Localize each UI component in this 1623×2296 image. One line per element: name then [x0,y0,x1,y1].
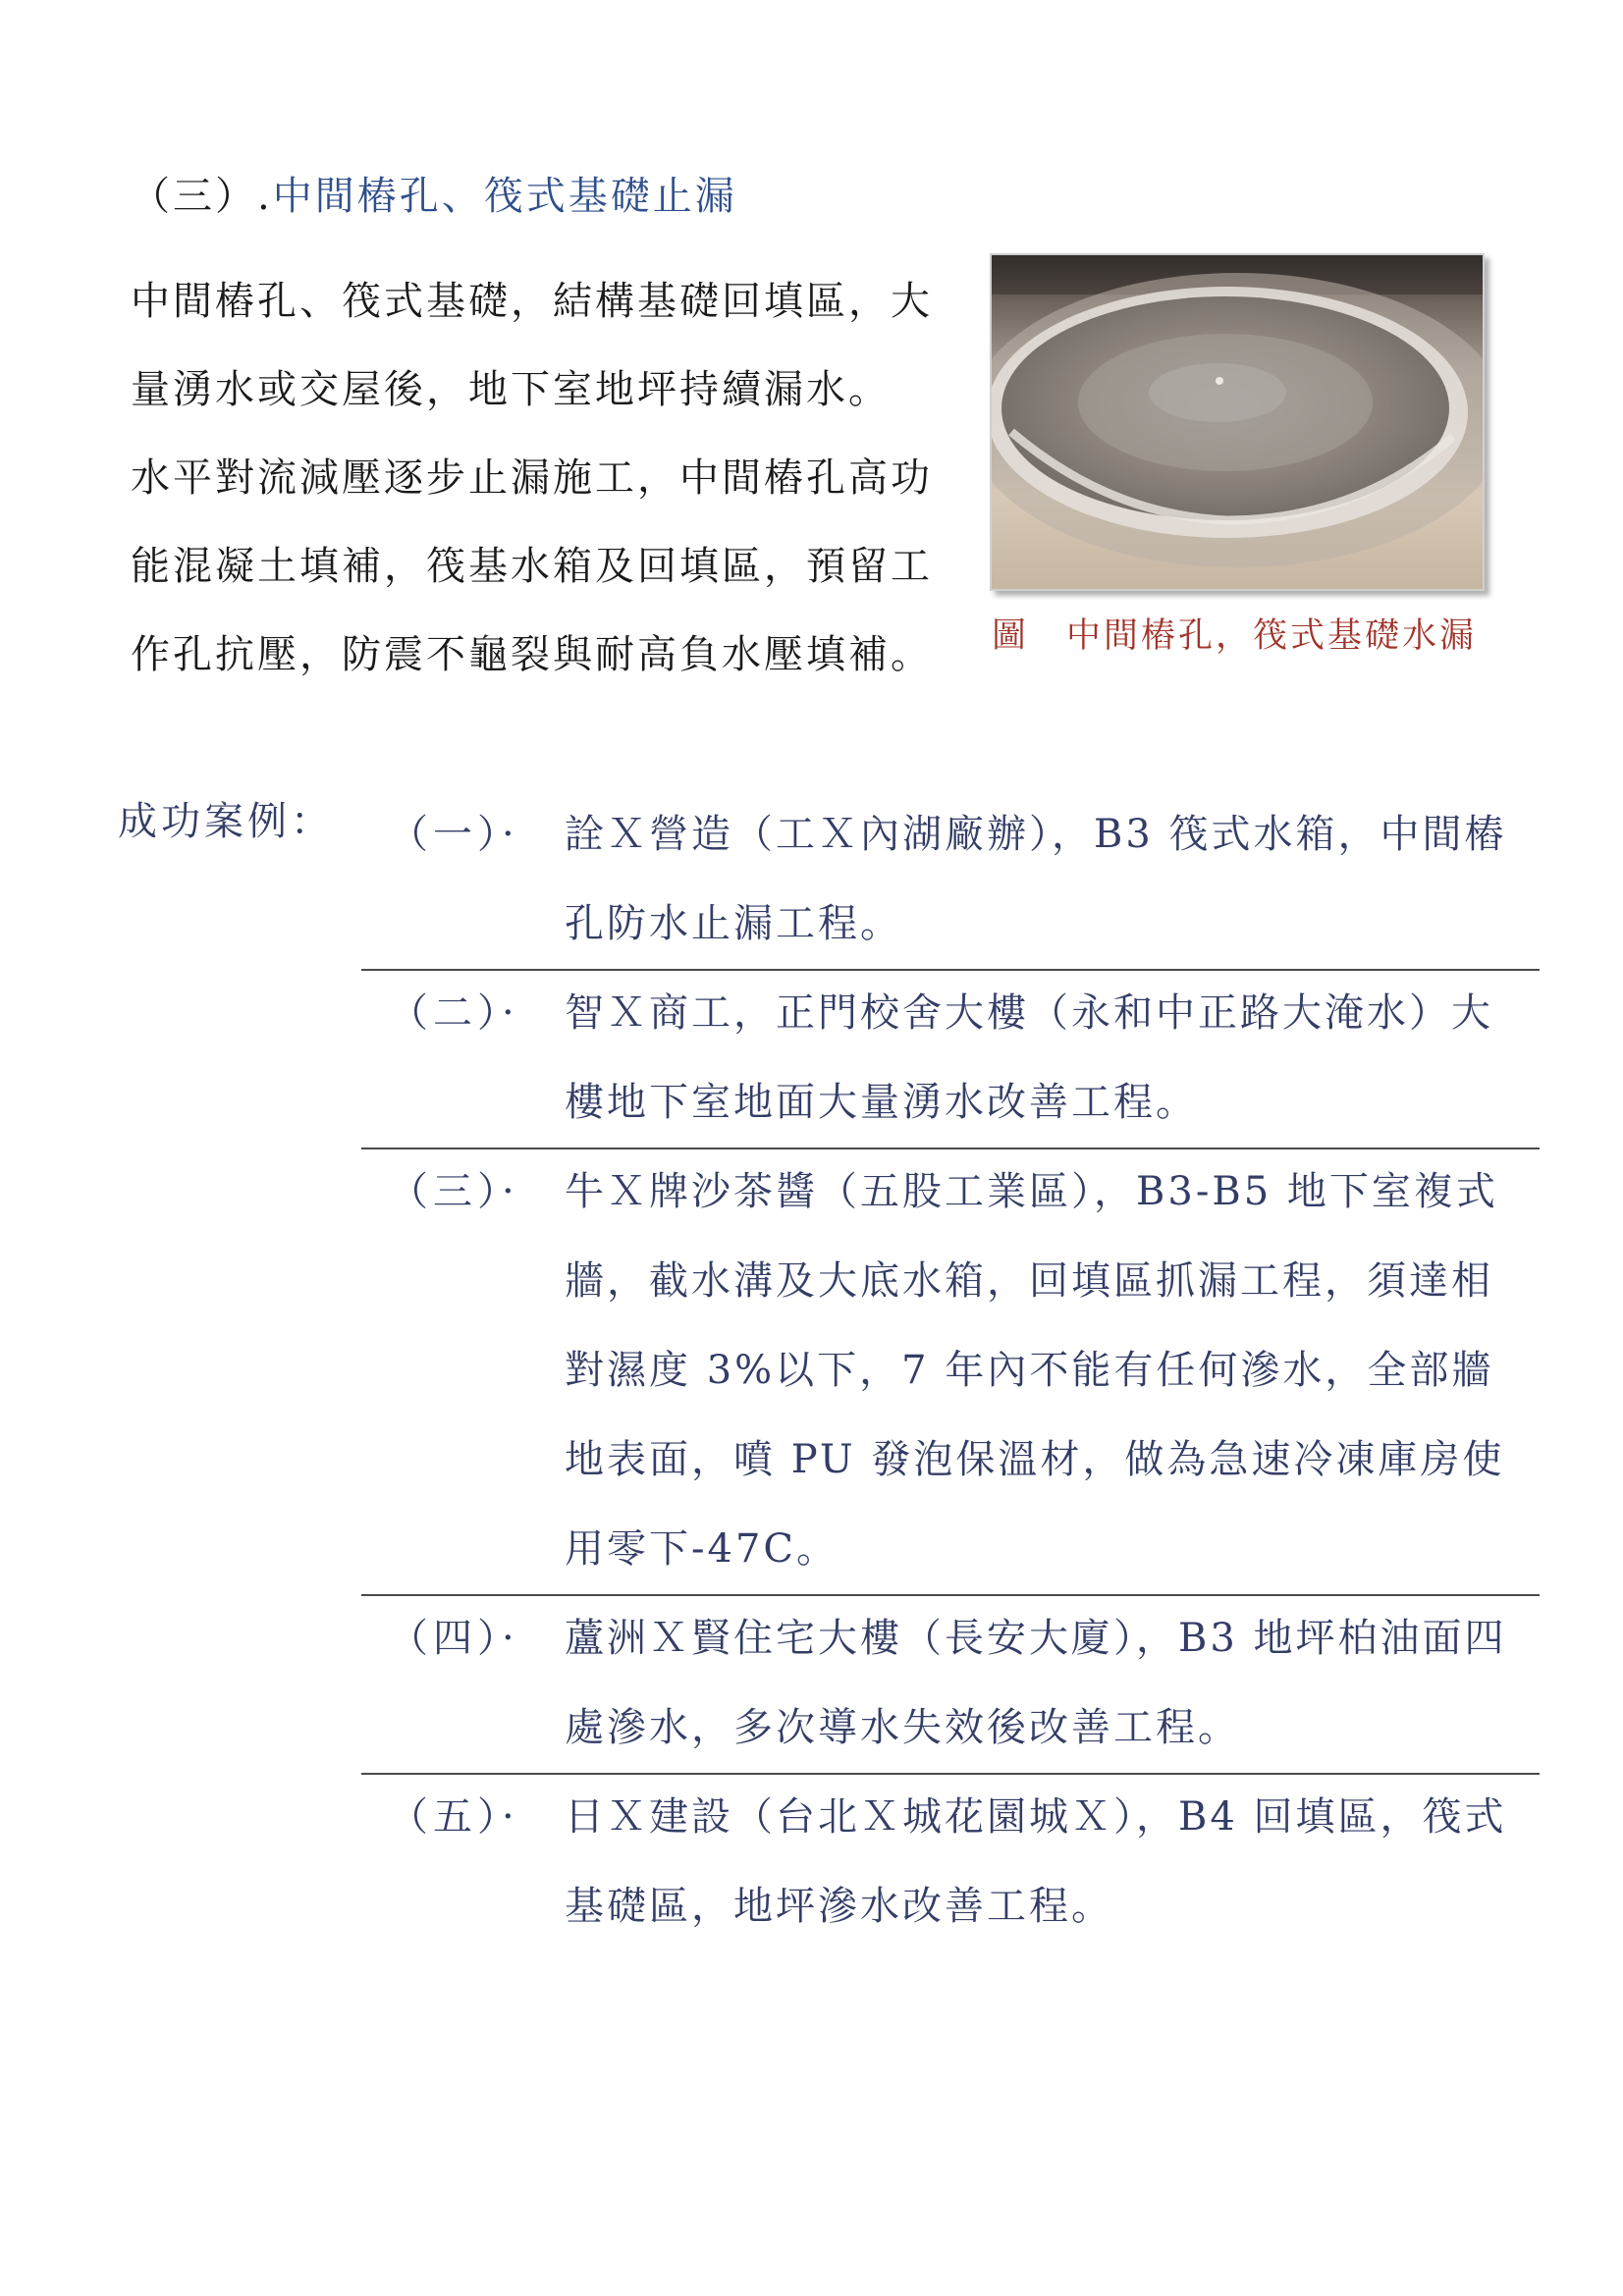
case-number: （二）· [389,990,519,1036]
figure-caption: 圖 中間樁孔，筏式基礎水漏 [992,616,1478,656]
case-text: 牛Ｘ牌沙茶醬（五股工業區），B3-B5 地下室複式牆，截水溝及大底水箱，回填區抓漏工程，須達相對濕度 3%以下，7 年內不能有任何滲水，全部牆地表面，噴 PU 發泡保溫材，做為急速冷凍庫房使用零下-47C。 [565,1169,1505,1572]
case-number: （三）· [389,1169,519,1214]
case-item-2 [361,969,1540,1148]
case-item-4 [361,1594,1540,1773]
case-number: （一）· [389,812,519,857]
case-text: 詮Ｘ營造（工Ｘ內湖廠辦），B3 筏式水箱，中間樁孔防水止漏工程。 [565,812,1507,946]
case-item-1 [361,790,1540,969]
section-number: （三）. [131,174,273,219]
section-heading [131,165,737,221]
case-number: （四）· [389,1616,519,1661]
intro-paragraph-1: 中間樁孔、筏式基礎，結構基礎回填區，大量湧水或交屋後，地下室地坪持續漏水。 [131,279,933,412]
success-cases-label: 成功案例： [118,799,334,844]
case-text: 日Ｘ建設（台北Ｘ城花園城Ｘ），B4 回填區，筏式基礎區，地坪滲水改善工程。 [565,1794,1507,1929]
case-text: 蘆洲Ｘ賢住宅大樓（長安大廈），B3 地坪柏油面四處滲水，多次導水失效後改善工程。 [565,1616,1507,1750]
section-title: 中間樁孔、筏式基礎止漏 [272,174,737,219]
case-text: 智Ｘ商工，正門校舍大樓（永和中正路大淹水）大樓地下室地面大量湧水改善工程。 [565,990,1493,1125]
intro-text [131,257,965,699]
intro-paragraph-2: 水平對流減壓逐步止漏施工，中間樁孔高功能混凝土填補，筏基水箱及回填區，預留工作孔抗壓，防震不龜裂與耐高負水壓填補。 [131,455,933,677]
pile-hole-illustration [992,255,1483,589]
case-item-3 [361,1148,1540,1594]
case-number: （五）· [389,1794,519,1840]
pile-hole-photo [990,253,1485,591]
case-item-5 [361,1773,1540,1951]
